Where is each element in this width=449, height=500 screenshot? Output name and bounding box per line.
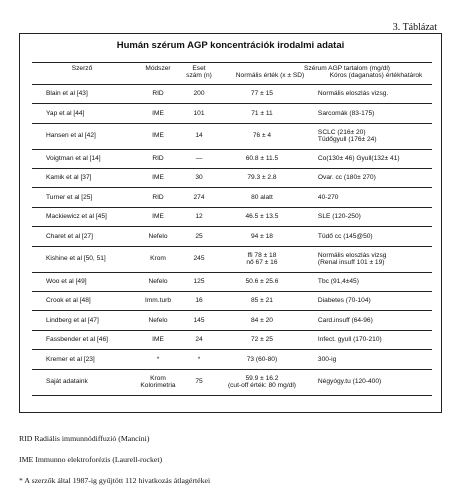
table-row — [32, 207, 432, 226]
cell-koros-line: Sarcomák (83-175) — [317, 109, 375, 117]
table-frame — [19, 33, 442, 413]
cell-modszer: RID — [152, 155, 164, 163]
cell-szerzo: Hansen et al [42] — [46, 132, 96, 140]
cell-eset: 25 — [195, 232, 203, 240]
table-row — [32, 272, 432, 291]
cell-eset: 125 — [193, 278, 205, 286]
cell-modszer: IME — [152, 132, 164, 140]
cell-koros — [310, 227, 432, 246]
cell-normal — [214, 291, 310, 310]
cell-normal-line: 71 ± 11 — [251, 109, 273, 117]
cell-normal-line: nő 67 ± 16 — [246, 259, 278, 267]
table-row — [32, 168, 432, 187]
cell-eset: — — [195, 155, 203, 163]
header-modszer: Módszer — [145, 65, 171, 72]
cell-szerzo: Kamik et al [37] — [46, 174, 92, 182]
table-row — [32, 350, 432, 369]
cell-eset: * — [197, 355, 201, 363]
cell-koros — [310, 369, 432, 395]
cell-modszer: Imm.turb — [144, 297, 171, 305]
cell-eset: 24 — [195, 336, 203, 344]
cell-koros — [310, 311, 432, 330]
cell-normal — [214, 330, 310, 349]
table-row — [32, 311, 432, 330]
cell-koros — [310, 330, 432, 349]
cell-normal-line: 85 ± 21 — [250, 297, 273, 305]
header-normal: Normális érték (x ± SD) — [235, 72, 305, 80]
cell-szerzo: Saját adataink — [46, 378, 88, 386]
cell-modszer: RID — [152, 193, 164, 201]
cell-koros-line: Normális eloszlás vizsg — [317, 251, 387, 259]
cell-koros-line: Co(130± 46) Gyull(132± 41) — [317, 155, 400, 163]
agp-literature-table — [32, 62, 432, 396]
header-szerzo: Szerző — [71, 65, 93, 72]
cell-koros-line: Infect. gyull (170-210) — [317, 336, 382, 344]
cell-modszer: IME — [152, 336, 164, 344]
cell-koros — [310, 246, 432, 272]
header-agp-group — [214, 63, 432, 85]
cell-normal-line: (cut-off érték: 80 mg/dl) — [227, 382, 296, 389]
cell-normal-line: 73 (60-80) — [246, 355, 278, 363]
footnotes — [19, 428, 439, 491]
cell-normal-line: 84 ± 20 — [250, 316, 273, 324]
cell-normal-line: 72 ± 25 — [250, 336, 273, 344]
cell-koros-line: Tbc (91,4±45) — [317, 278, 359, 286]
cell-szerzo: Turner et al [25] — [46, 193, 93, 201]
cell-normal-line: 94 ± 18 — [250, 232, 273, 240]
cell-normal — [214, 149, 310, 168]
cell-eset: 101 — [193, 109, 205, 117]
table-row — [32, 123, 432, 149]
cell-szerzo: Charet et al [27] — [46, 232, 93, 240]
cell-koros — [310, 188, 432, 207]
cell-normal — [214, 227, 310, 246]
cell-koros — [310, 123, 432, 149]
cell-koros-line: Ovar. cc (180± 270) — [317, 174, 376, 182]
table-row — [32, 84, 432, 103]
cell-koros — [310, 350, 432, 369]
cell-normal — [214, 369, 310, 395]
cell-koros — [310, 104, 432, 123]
cell-szerzo: Voigtman et al [14] — [46, 155, 101, 163]
cell-koros-line: Tüdő cc (145@50) — [317, 232, 373, 240]
cell-normal-line: 59.9 ± 16.2 — [245, 374, 279, 382]
cell-koros — [310, 291, 432, 310]
cell-koros-line: 300-ig — [317, 355, 337, 363]
cell-normal-line: 79.3 ± 2.8 — [247, 174, 277, 182]
footnote-asterisk: * A szerzők által 1987-ig gyűjtött 112 hivatkozás átlagértékei — [19, 476, 211, 485]
cell-normal-line: 77 ± 15 — [250, 90, 273, 98]
cell-normal — [214, 168, 310, 187]
cell-eset: 274 — [193, 193, 205, 201]
cell-modszer: Nefelo — [148, 278, 168, 286]
cell-koros — [310, 272, 432, 291]
cell-modszer: RID — [152, 90, 164, 98]
cell-eset: 12 — [195, 213, 203, 221]
table-row — [32, 188, 432, 207]
cell-normal — [214, 188, 310, 207]
cell-szerzo: Kishine et al [50, 51] — [46, 255, 106, 263]
cell-normal — [214, 311, 310, 330]
cell-koros-line: SLE (120-250) — [317, 213, 361, 221]
cell-normal — [214, 123, 310, 149]
cell-normal-line: 50.6 ± 25.6 — [245, 278, 279, 286]
cell-szerzo: Yap et al [44] — [46, 109, 85, 117]
cell-normal — [214, 207, 310, 226]
cell-eset: 14 — [195, 132, 203, 140]
cell-szerzo: Kremer et al [23] — [46, 355, 95, 363]
cell-koros — [310, 84, 432, 103]
cell-szerzo: Fassbender et al [46] — [46, 336, 108, 344]
cell-normal — [214, 104, 310, 123]
cell-eset: 30 — [195, 174, 203, 182]
cell-koros-line: 40-270 — [317, 193, 339, 201]
cell-szerzo: Lindberg et al [47] — [46, 316, 99, 324]
cell-koros-line: (Renal insuff 101 ± 19) — [317, 259, 385, 267]
table-row — [32, 149, 432, 168]
table-row — [32, 246, 432, 272]
cell-normal — [214, 272, 310, 291]
cell-normal — [214, 246, 310, 272]
cell-normal-line: ffi 78 ± 18 — [247, 251, 277, 259]
cell-koros-line: Card.insuff (64-96) — [317, 316, 373, 324]
header-row — [32, 63, 432, 85]
cell-normal-line: 60.8 ± 11.5 — [245, 155, 279, 163]
footnote-rid: RID Radiális immunnódiffuzió (Mancini) — [19, 434, 150, 443]
table-row — [32, 291, 432, 310]
table-row — [32, 104, 432, 123]
cell-modszer: Krom Kolorimetria — [140, 374, 176, 389]
cell-modszer: Nefelo — [148, 232, 168, 240]
cell-normal — [214, 84, 310, 103]
cell-modszer: Krom — [150, 255, 166, 263]
cell-modszer: IME — [152, 174, 164, 182]
cell-koros-line: Normális eloszlás vizsg. — [317, 90, 389, 98]
header-koros: Kóros (daganatos) értékhatárok — [329, 72, 423, 80]
table-row — [32, 330, 432, 349]
cell-eset: 75 — [195, 378, 203, 386]
table-title: Humán szérum AGP koncentrációk irodalmi adatai — [116, 40, 345, 51]
header-eset: Eset szám (n) — [186, 65, 212, 80]
cell-koros — [310, 207, 432, 226]
cell-modszer: IME — [152, 213, 164, 221]
table-body — [32, 84, 432, 395]
cell-eset: 145 — [193, 316, 205, 324]
cell-modszer: IME — [152, 109, 164, 117]
header-group-label: Szérum AGP tartalom (mg/dl) — [304, 65, 390, 72]
cell-szerzo: Mackiewicz et al [45] — [46, 213, 107, 221]
cell-normal-line: 76 ± 4 — [252, 132, 272, 140]
cell-koros-line: Négyógy.tu (120-400) — [317, 378, 382, 386]
cell-modszer: Nefelo — [148, 316, 168, 324]
cell-normal-line: 46.5 ± 13.5 — [245, 213, 279, 221]
cell-koros-line: Tüdőgyull (176± 24) — [317, 136, 377, 144]
cell-szerzo: Crook et al [48] — [46, 297, 91, 305]
table-row — [32, 227, 432, 246]
cell-normal — [214, 350, 310, 369]
cell-eset: 245 — [193, 255, 205, 263]
cell-eset: 16 — [195, 297, 203, 305]
cell-eset: 200 — [193, 90, 205, 98]
footnote-ime: IME Immunno elektroforézis (Laurell-rocket) — [19, 455, 163, 464]
table-number-label: 3. Táblázat — [392, 22, 437, 33]
cell-koros-line: Diabetes (70-104) — [317, 297, 371, 305]
cell-szerzo: Woo et al [49] — [46, 278, 87, 286]
cell-koros — [310, 149, 432, 168]
cell-szerzo: Blain et al [43] — [46, 90, 88, 98]
cell-normal-line: 80 alatt — [251, 193, 273, 201]
cell-modszer: * — [156, 355, 160, 363]
table-row — [32, 369, 432, 395]
cell-koros — [310, 168, 432, 187]
cell-koros-line: SCLC (216± 20) — [317, 128, 366, 136]
